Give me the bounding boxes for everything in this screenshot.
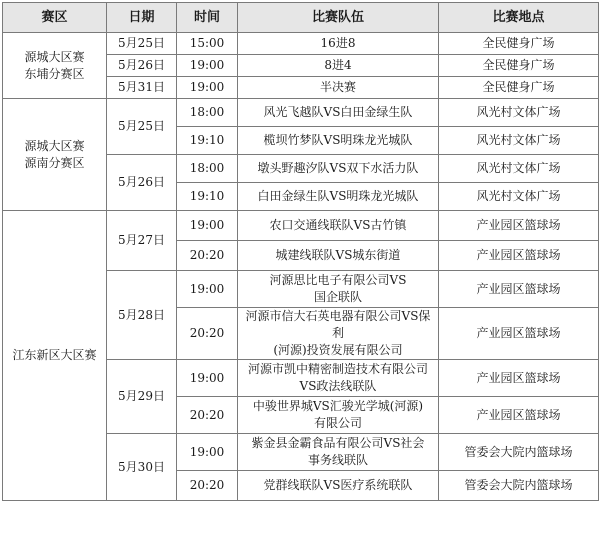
- time-cell: 20:20: [177, 308, 238, 360]
- date-cell: 5月30日: [107, 434, 177, 501]
- teams-cell: 紫金县金霸食品有限公司VS社会 事务线联队: [238, 434, 439, 471]
- date-cell: 5月28日: [107, 271, 177, 360]
- teams-cell: 城建线联队VS城东街道: [238, 241, 439, 271]
- date-cell: 5月27日: [107, 211, 177, 271]
- header-time: 时间: [177, 3, 238, 33]
- header-venue: 比赛地点: [439, 3, 599, 33]
- zone-cell: 源城大区赛 东埔分赛区: [3, 33, 107, 99]
- date-cell: 5月29日: [107, 360, 177, 434]
- teams-cell: 农口交通线联队VS古竹镇: [238, 211, 439, 241]
- time-cell: 19:00: [177, 271, 238, 308]
- teams-cell: 河源市凯中精密制造技术有限公司 VS政法线联队: [238, 360, 439, 397]
- time-cell: 18:00: [177, 99, 238, 127]
- venue-cell: 管委会大院内篮球场: [439, 471, 599, 501]
- venue-cell: 产业园区篮球场: [439, 211, 599, 241]
- venue-cell: 风光村文体广场: [439, 183, 599, 211]
- date-cell: 5月26日: [107, 155, 177, 211]
- time-cell: 20:20: [177, 471, 238, 501]
- header-teams: 比赛队伍: [238, 3, 439, 33]
- teams-cell: 8进4: [238, 55, 439, 77]
- venue-cell: 产业园区篮球场: [439, 271, 599, 308]
- venue-cell: 全民健身广场: [439, 77, 599, 99]
- header-zone: 赛区: [3, 3, 107, 33]
- table-row: [3, 99, 599, 127]
- venue-cell: 全民健身广场: [439, 33, 599, 55]
- zone-cell: 源城大区赛 源南分赛区: [3, 99, 107, 211]
- time-cell: 19:00: [177, 211, 238, 241]
- date-cell: 5月31日: [107, 77, 177, 99]
- teams-cell: 河源思比电子有限公司VS 国企联队: [238, 271, 439, 308]
- time-cell: 20:20: [177, 397, 238, 434]
- time-cell: 19:00: [177, 434, 238, 471]
- teams-cell: 墩头野趣汐队VS双下水活力队: [238, 155, 439, 183]
- teams-cell: 风光飞越队VS白田金绿生队: [238, 99, 439, 127]
- teams-cell: 党群线联队VS医疗系统联队: [238, 471, 439, 501]
- time-cell: 20:20: [177, 241, 238, 271]
- time-cell: 15:00: [177, 33, 238, 55]
- date-cell: 5月25日: [107, 99, 177, 155]
- teams-cell: 16进8: [238, 33, 439, 55]
- time-cell: 19:00: [177, 77, 238, 99]
- table-row: [3, 33, 599, 55]
- venue-cell: 全民健身广场: [439, 55, 599, 77]
- venue-cell: 产业园区篮球场: [439, 308, 599, 360]
- time-cell: 19:00: [177, 360, 238, 397]
- header-row: [3, 3, 599, 33]
- table-row: [3, 211, 599, 241]
- zone-cell: 江东新区大区赛: [3, 211, 107, 501]
- teams-cell: 榄坝竹梦队VS明珠龙光城队: [238, 127, 439, 155]
- venue-cell: 风光村文体广场: [439, 99, 599, 127]
- time-cell: 19:10: [177, 183, 238, 211]
- teams-cell: 白田金绿生队VS明珠龙光城队: [238, 183, 439, 211]
- venue-cell: 风光村文体广场: [439, 127, 599, 155]
- time-cell: 19:10: [177, 127, 238, 155]
- teams-cell: 河源市信大石英电器有限公司VS保利 (河源)投资发展有限公司: [238, 308, 439, 360]
- time-cell: 18:00: [177, 155, 238, 183]
- venue-cell: 风光村文体广场: [439, 155, 599, 183]
- venue-cell: 管委会大院内篮球场: [439, 434, 599, 471]
- schedule-table: [2, 2, 599, 501]
- teams-cell: 中骏世界城VS汇骏光学城(河源) 有限公司: [238, 397, 439, 434]
- date-cell: 5月25日: [107, 33, 177, 55]
- time-cell: 19:00: [177, 55, 238, 77]
- date-cell: 5月26日: [107, 55, 177, 77]
- venue-cell: 产业园区篮球场: [439, 397, 599, 434]
- teams-cell: 半决赛: [238, 77, 439, 99]
- venue-cell: 产业园区篮球场: [439, 360, 599, 397]
- venue-cell: 产业园区篮球场: [439, 241, 599, 271]
- header-date: 日期: [107, 3, 177, 33]
